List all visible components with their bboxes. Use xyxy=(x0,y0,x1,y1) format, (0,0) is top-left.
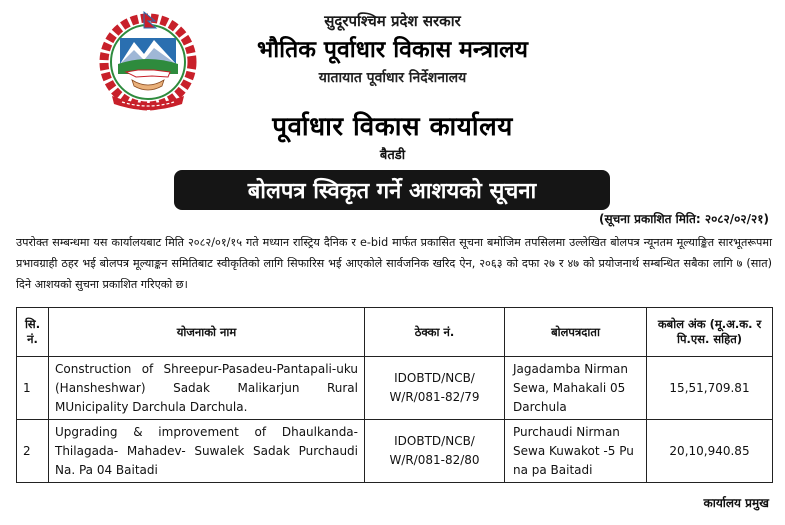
header-bidder: बोलपत्रदाता xyxy=(505,308,647,357)
row-contract: IDOBTD/NCB/ W/R/081-82/80 xyxy=(365,420,505,483)
published-date: (सूचना प्रकाशित मिति: २०८२/०२/२१) xyxy=(599,212,769,226)
notice-body: उपरोक्त सम्बन्धमा यस कार्यालयबाट मिति २०८२/०१/१५ गते मध्यान रास्ट्रिय दैनिक र e-bid मार्फत प्रकासित सूचना बमोजिम तपसिलमा उल्लेखित बोलपत्र न्यूनतम मूल्याङ्कित सारभूतरूपमा प्रभावग्राही ठहर भई बोलपत्र मूल्याङ्कन समितिबाट स्वीकृतिको लागि सिफारिस भई आएकोले सार्वजनिक खरिद ऐन, २०६३ को दफा २७ र ४७ को प्रयोजनार्थ सम्बन्धित सबैका लागि ७ (सात) दिने आशयको सुचना प्रकाशित गरिएको छ। xyxy=(16,236,772,291)
office-location: बैतडी xyxy=(379,148,406,163)
notice-title: बोलपत्र स्विकृत गर्ने आशयको सूचना xyxy=(247,179,537,204)
signatory: कार्यालय प्रमुख xyxy=(703,496,769,510)
row-amount: 20,10,940.85 xyxy=(647,420,773,483)
row-amount: 15,51,709.81 xyxy=(647,357,773,420)
row-sn: 2 xyxy=(17,420,49,483)
row-project: Construction of Shreepur-Pasadeu-Pantapali-uku (Hansheshwar) Sadak Malikarjun Rural MUnicipality Darchula Darchula. xyxy=(49,357,365,420)
row-project: Upgrading & improvement of Dhaulkanda-Thilagada- Mahadev- Suwalek Sadak Purchaudi Na. Pa 04 Baitadi xyxy=(49,420,365,483)
table-header-row xyxy=(17,308,773,357)
table-row xyxy=(17,357,773,420)
row-contract: IDOBTD/NCB/ W/R/081-82/79 xyxy=(365,357,505,420)
ministry-name: भौतिक पूर्वाधार विकास मन्त्रालय xyxy=(257,37,528,63)
header-project: योजनाको नाम xyxy=(49,308,365,357)
directorate-name: यातायात पूर्वाधार निर्देशनालय xyxy=(318,70,467,86)
header-contract: ठेक्का नं. xyxy=(365,308,505,357)
government-name: सुदूरपश्चिम प्रदेश सरकार xyxy=(324,12,461,30)
table-row xyxy=(17,420,773,483)
notice-title-banner xyxy=(174,170,610,210)
header-sn: सि. नं. xyxy=(17,308,49,357)
office-name: पूर्वाधार विकास कार्यालय xyxy=(272,112,513,142)
row-bidder: Purchaudi Nirman Sewa Kuwakot -5 Pu na pa Baitadi xyxy=(505,420,647,483)
header-amount: कबोल अंक (मू.अ.क. र पि.एस. सहित) xyxy=(647,308,773,357)
row-sn: 1 xyxy=(17,357,49,420)
row-bidder: Jagadamba Nirman Sewa, Mahakali 05 Darchula xyxy=(505,357,647,420)
bid-acceptance-table xyxy=(16,307,773,483)
